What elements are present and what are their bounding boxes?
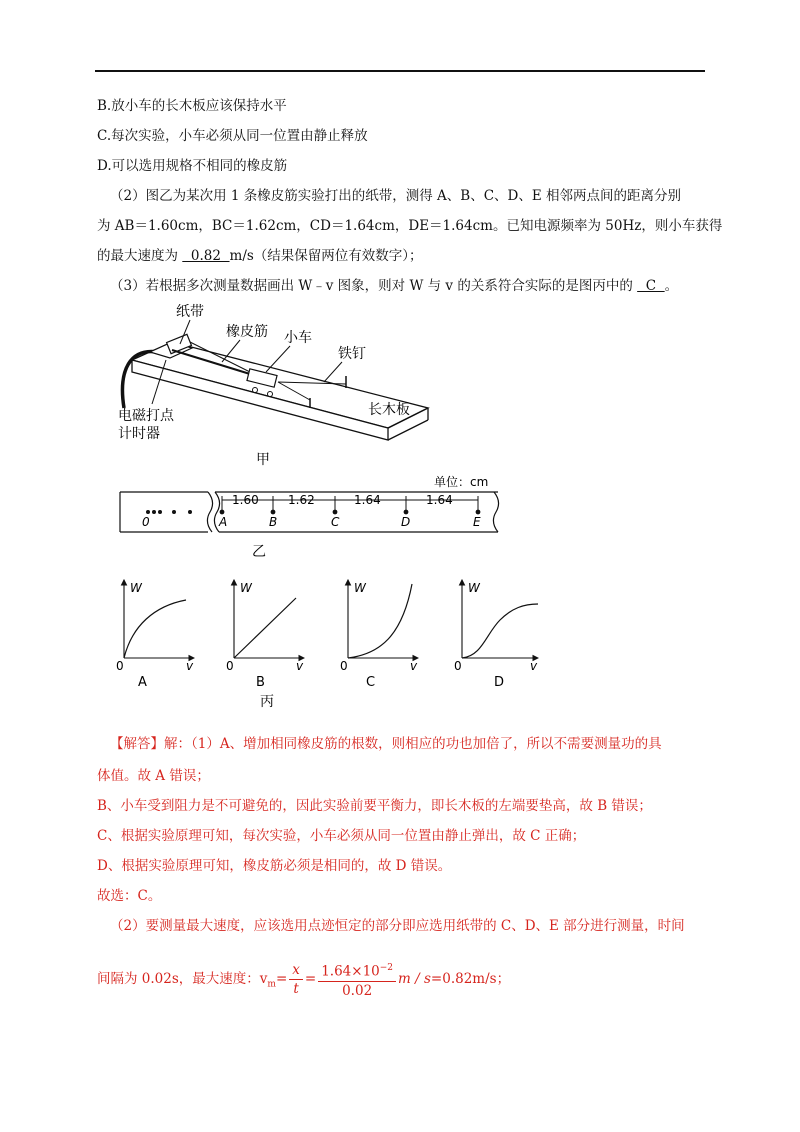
label-timer-2: 计时器 (118, 426, 160, 442)
point-c (333, 510, 338, 515)
figure-yi (118, 472, 508, 562)
unit: m / s (398, 971, 431, 987)
caption-yi: 乙 (252, 544, 266, 560)
text: 。 (664, 278, 679, 294)
denominator-t: t (293, 981, 299, 997)
fraction-x-over-t (289, 961, 303, 998)
graph-d (454, 580, 538, 690)
option-b: B.放小车的长木板应该保持水平 (97, 98, 287, 114)
label-rubber-band: 橡皮筋 (226, 324, 268, 340)
tape-dot (146, 510, 150, 514)
origin: 0 (454, 659, 462, 673)
option-c: C.每次实验，小车必须从同一位置由静止释放 (97, 128, 368, 144)
graph-c (340, 580, 418, 690)
tape-dot (158, 510, 162, 514)
figure-jia (110, 300, 440, 470)
x-axis-v: v (410, 659, 418, 673)
question-2-line-3 (97, 246, 423, 266)
header-rule (95, 70, 705, 72)
text: m/s（结果保留两位有效数字）； (229, 248, 423, 264)
y-axis-w: W (240, 581, 252, 595)
caption-jia: 甲 (256, 452, 270, 468)
label-cart: 小车 (284, 330, 312, 346)
x-axis-v: v (530, 659, 538, 673)
caption-bing: 丙 (260, 694, 274, 710)
solution-line-5: D、根据实验原理可知，橡皮筋必须是相同的，故 D 错误。 (97, 858, 452, 874)
equals: = (304, 971, 317, 987)
text: 的最大速度为 (97, 248, 183, 264)
point-label-b: B (269, 515, 278, 529)
equals: = (275, 971, 288, 987)
point-label-d: D (401, 515, 411, 529)
label-timer-1: 电磁打点 (118, 408, 174, 424)
result: =0.82m/s； (430, 971, 511, 987)
numerator-x: x (289, 961, 303, 980)
origin: 0 (340, 659, 348, 673)
subscript-m: m (267, 979, 276, 990)
graph-a (116, 580, 194, 690)
option-d: D.可以选用规格不相同的橡皮筋 (97, 158, 288, 174)
text: （3）若根据多次测量数据画出 W﹣v 图象，则对 W 与 v 的关系符合实际的是图丙中的 (110, 278, 638, 294)
solution-line-4: C、根据实验原理可知，每次实验，小车必须从同一位置由静止弹出，故 C 正确； (97, 828, 586, 844)
origin: 0 (116, 659, 124, 673)
answer-blank-speed: 0.82 (182, 248, 230, 264)
solution-line-2: 体值。故 A 错误； (97, 768, 210, 784)
point-label-c: C (331, 515, 340, 529)
unit-label: 单位：cm (434, 475, 489, 489)
y-axis-w: W (130, 581, 142, 595)
label-board: 长木板 (368, 402, 410, 418)
question-2-line-2: 为 AB＝1.60cm，BC＝1.62cm，CD＝1.64cm，DE＝1.64cm。已知电源频率为 50Hz，则小车获得 (97, 218, 723, 234)
graph-label-b: B (256, 675, 265, 690)
point-d (404, 510, 409, 515)
point-label-0: 0 (142, 515, 150, 529)
point-b (271, 510, 276, 515)
point-a (220, 510, 225, 515)
x-axis-v: v (296, 659, 304, 673)
graph-label-d: D (494, 675, 505, 690)
solution-line-1 (110, 734, 662, 754)
answer-blank-graph: C (637, 278, 665, 294)
solution-line-6: 故选：C。 (97, 888, 162, 904)
numerator-value (318, 959, 396, 982)
point-label-e: E (473, 515, 481, 529)
fraction-value (318, 959, 396, 1000)
numerator-base: 1.64×10 (321, 963, 380, 980)
label-paper-tape: 纸带 (176, 304, 204, 320)
segment-ab: 1.60 (232, 493, 259, 507)
graph-label-c: C (366, 675, 376, 690)
y-axis-w: W (354, 581, 366, 595)
segment-de: 1.64 (426, 493, 453, 507)
segment-cd: 1.64 (354, 493, 381, 507)
origin: 0 (226, 659, 234, 673)
denominator-value: 0.02 (342, 982, 373, 999)
question-3 (110, 276, 678, 296)
tape-dot (188, 510, 192, 514)
solution-formula (97, 958, 510, 1006)
text: 间隔为 0.02s，最大速度：v (97, 971, 268, 987)
point-e (476, 510, 481, 515)
solution-line-3: B、小车受到阻力是不可避免的，因此实验前要平衡力，即长木板的左端要垫高，故 B 错误； (97, 798, 652, 814)
numerator-exponent: −2 (379, 963, 394, 974)
segment-bc: 1.62 (288, 493, 315, 507)
solution-tag: 【解答】 (110, 736, 164, 752)
text: 解：（1）A、增加相同橡皮筋的根数，则相应的功也加倍了，所以不需要测量功的具 (164, 736, 662, 752)
tape-dot (172, 510, 176, 514)
graph-label-a: A (138, 675, 147, 690)
figure-bing (110, 576, 550, 710)
solution-line-7: （2）要测量最大速度，应该选用点迹恒定的部分即应选用纸带的 C、D、E 部分进行测量，时间 (110, 918, 685, 934)
y-axis-w: W (468, 581, 480, 595)
x-axis-v: v (186, 659, 194, 673)
tape-dot (152, 510, 156, 514)
label-nail: 铁钉 (338, 346, 366, 362)
point-label-a: A (219, 515, 228, 529)
graph-b (226, 580, 304, 710)
question-2-line-1: （2）图乙为某次用 1 条橡皮筋实验打出的纸带，测得 A、B、C、D、E 相邻两点间的距离分别 (110, 188, 682, 204)
